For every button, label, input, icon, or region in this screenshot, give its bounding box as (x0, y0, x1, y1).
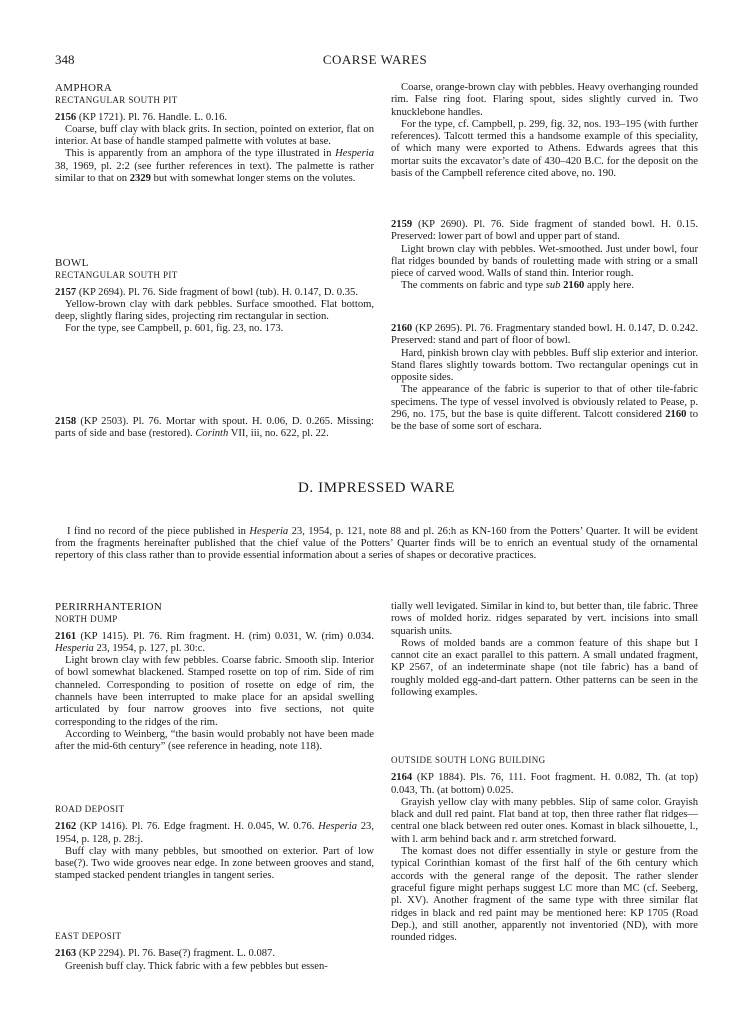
entry-2159-description: Light brown clay with pebbles. Wet-smoothed. Just under bowl, four flat ridges bounded by bands of rouletting made with string or a small piece of carved wood. Walls of stand thin. Interior rough. (391, 243, 698, 280)
entry-2156-commentary: This is apparently from an amphora of the type illustrated in Hesperia 38, 1969, pl. 2:2 (see further references in text). The palmette is rather similar to that on 2329 but with somewhat longer stems on the volutes. (55, 148, 374, 185)
entry-2160 (391, 323, 698, 434)
section-title: D. IMPRESSED WARE (297, 480, 456, 496)
top-right-column (391, 82, 698, 180)
catalogue-number: 2157 (55, 286, 77, 298)
bowl-section (55, 257, 374, 336)
heading-perirrhanterion: PERIRRHANTERION (55, 601, 163, 613)
subheading-road-deposit: ROAD DEPOSIT (55, 804, 125, 814)
entry-2156-heading: 2156 (KP 1721). Pl. 76. Handle. L. 0.16. (55, 111, 228, 123)
entry-2159-heading: 2159 (KP 2690). Pl. 76. Side fragment of standed bowl. H. 0.15. Preserved: lower part of bowl and upper part of stand. (391, 219, 698, 243)
entry-2162-heading: 2162 (KP 1416). Pl. 76. Edge fragment. H. 0.045, W. 0.76. Hesperia 23, 1954, p. 128, p. 28:j. (55, 821, 374, 845)
catalogue-number: 2161 (55, 630, 77, 642)
entry-2158-start (55, 416, 374, 441)
east-deposit-section (55, 930, 374, 973)
subheading-north-dump: NORTH DUMP (55, 614, 118, 625)
entry-2161-commentary: According to Weinberg, “the basin would probably not have been made after the mid-6th century” (see reference in heading, note 118). (55, 728, 374, 753)
entry-2157-commentary: For the type, see Campbell, p. 601, fig. 23, no. 173. (65, 323, 284, 335)
entry-2163-commentary: Rows of molded bands are a common feature of this shape but I cannot cite an exact parallel to this pattern. A small undated fragment, KP 2567, of an indeterminate shape (not tile fabric) has a band of roughly molded egg-and-dart pattern. Other patterns can be seen in the following examples. (391, 637, 698, 699)
running-head-title: COARSE WARES (322, 52, 428, 67)
entry-2161-description: Light brown clay with few pebbles. Coarse fabric. Smooth slip. Interior of bowl somewhat blackened. Stamped rosette on top of rim. Side of rim channeled. Corresponding to position of rosette on edge of rim, the channels have been interrupted to make place for an apsidal swelling articulated by four narrow grooves into five sections, not quite corresponding to the ridges of the rim. (55, 655, 374, 728)
outside-south-long-building-section (391, 754, 698, 944)
catalogue-number: 2159 (391, 219, 413, 230)
entry-2157-description: Yellow-brown clay with dark pebbles. Surface smoothed. Flat bottom, deep, slightly flaring sides, projecting rim rectangular in section. (55, 298, 374, 323)
entry-2157-heading: 2157 (KP 2694). Pl. 76. Side fragment of bowl (tub). H. 0.147, D. 0.35. (55, 286, 358, 298)
entry-2163-description-continued: tially well levigated. Similar in kind to, but better than, tile fabric. Three rows of molded horiz. ridges separated by vert. incisions into small squarish units. (391, 601, 698, 637)
section-intro: I find no record of the piece published in Hesperia 23, 1954, p. 121, note 88 and pl. 26:h as KN-160 from the Potters’ Quarter. It will be evident from the fragments hereinafter published that the chief value of the Potters’ Quarter finds will be to enrich an eventual study of the ornamental repertory of this class rather than to provide essential information about a series of shapes or decorative practices. (55, 525, 698, 562)
entry-2159-commentary: The comments on fabric and type sub 2160 apply here. (401, 280, 635, 292)
entry-2158-heading: 2158 (KP 2503). Pl. 76. Mortar with spout. H. 0.06, D. 0.265. Missing: parts of side and base (restored). Corinth VII, iii, no. 622, pl. 22. (55, 416, 374, 440)
page-number: 348 (55, 52, 75, 67)
entry-2156-description: Coarse, buff clay with black grits. In section, pointed on exterior, flat on interior. At base of handle stamped palmette with volutes at base. (55, 123, 374, 148)
catalogue-number: 2162 (55, 821, 77, 833)
entry-2158-description: Coarse, orange-brown clay with pebbles. Heavy overhanging rounded rim. False ring foot. Flaring spout, sides slightly curved in. Two knucklebone handles. (391, 82, 698, 118)
subheading-rectangular-south-pit: RECTANGULAR SOUTH PIT (55, 95, 178, 106)
catalogue-number: 2158 (55, 416, 77, 427)
catalogue-number: 2160 (391, 323, 413, 334)
heading-amphora: AMPHORA (55, 82, 113, 94)
catalogue-number: 2164 (391, 772, 413, 784)
entry-2160-heading: 2160 (KP 2695). Pl. 76. Fragmentary standed bowl. H. 0.147, D. 0.242. Preserved: stand and part of floor of bowl. (391, 323, 698, 347)
subheading-rectangular-south-pit: RECTANGULAR SOUTH PIT (55, 270, 178, 281)
top-left-column (55, 82, 374, 185)
entry-2162-description: Buff clay with many pebbles, but smoothed on exterior. Part of low base(?). Two wide grooves near edge. In zone between grooves and stand, stamped stacked pendent triangles in tangent series. (55, 845, 374, 882)
bottom-left-column (55, 601, 374, 754)
entry-2164-description: Grayish yellow clay with many pebbles. Slip of same color. Grayish black and dull red paint. Flat band at top, then three rather flat ridges—central one black between red outer ones. Komast in black silhouette, l., with l. arm behind back and r. arm stretched forward. (391, 796, 698, 845)
catalogue-number: 2156 (55, 111, 77, 123)
entry-2158-commentary: For the type, cf. Campbell, p. 299, fig. 32, nos. 193–195 (with further references). Talcott termed this a handsome example of this speciality, of which many were exported to Athens. Edwards agrees that this mortar suits the excavator’s date of 430–420 B.C. for the deposit on the basis of the Campbell reference cited above, no. 190. (391, 118, 698, 180)
entry-2159 (391, 219, 698, 293)
entry-2160-commentary: The appearance of the fabric is superior to that of other tile-fabric specimens. The type of vessel involved is obviously related to Pease, p. 296, no. 175, but the base is quite different. Talcott considered 2160 to be the base of some sort of eschara. (391, 384, 698, 433)
subheading-east-deposit: EAST DEPOSIT (55, 931, 122, 941)
heading-bowl: BOWL (55, 257, 89, 269)
entry-2163-heading: 2163 (KP 2294). Pl. 76. Base(?) fragment. L. 0.087. (55, 948, 275, 960)
entry-2163-description: Greenish buff clay. Thick fabric with a few pebbles but essen- (65, 960, 328, 972)
entry-2164-heading: 2164 (KP 1884). Pls. 76, 111. Foot fragment. H. 0.082, Th. (at top) 0.043, Th. (at bottom) 0.025. (391, 772, 698, 796)
subheading-outside-south-long-building: OUTSIDE SOUTH LONG BUILDING (391, 755, 546, 765)
bottom-right-column (391, 601, 698, 699)
road-deposit-section (55, 803, 374, 883)
entry-2164-commentary: The komast does not differ essentially in style or gesture from the typical Corinthian komast of the first half of the 6th century which accords with the general range of the deposit. The rather slender graceful figure might perhaps suggest LC more than MC (cf. Seeberg, pl. XV). Another fragment of the same type with three similar flat ridges in black and red paint may be mentioned here: KP 1705 (Road Dep.), and still another, apparently not inventoried (ND), with more rounded ridges. (391, 846, 698, 944)
running-header (55, 52, 695, 70)
catalogue-number: 2163 (55, 948, 77, 960)
entry-2161-heading: 2161 (KP 1415). Pl. 76. Rim fragment. H. (rim) 0.031, W. (rim) 0.034. Hesperia 23, 1954, p. 127, pl. 30:c. (55, 630, 374, 654)
entry-2160-description: Hard, pinkish brown clay with pebbles. Buff slip exterior and interior. Stand flares slightly towards bottom. Two rectangular openings cut in opposite sides. (391, 347, 698, 384)
